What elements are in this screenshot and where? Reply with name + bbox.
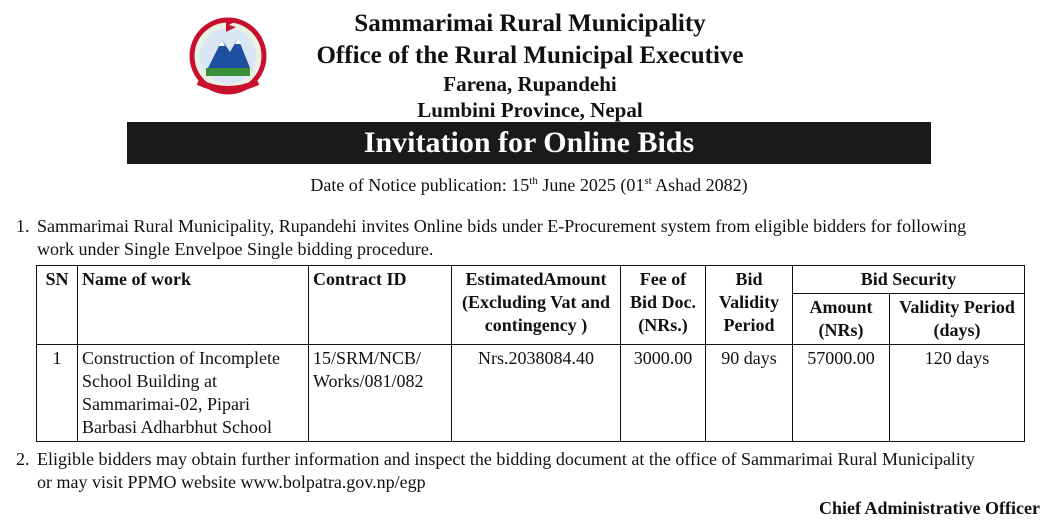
date-sup-st: st <box>644 175 652 187</box>
bid-table <box>36 265 1025 442</box>
date-sup-th: th <box>529 175 538 187</box>
cell-validity: 90 days <box>706 345 793 442</box>
header-amount: Amount (NRs) <box>793 294 890 345</box>
municipality-name: Sammarimai Rural Municipality <box>354 10 706 37</box>
table-row <box>37 345 1025 442</box>
province-line: Lumbini Province, Nepal <box>417 98 643 122</box>
paragraph-2-number: 2. <box>16 449 30 469</box>
header-fee: Fee of Bid Doc. (NRs.) <box>621 266 706 345</box>
signature-title: Chief Administrative Officer <box>819 498 1040 518</box>
header-security: Bid Security <box>793 266 1025 294</box>
header-estimated: EstimatedAmount (Excluding Vat and contingency ) <box>452 266 621 345</box>
cell-estimated: Nrs.2038084.40 <box>452 345 621 442</box>
cell-amount: 57000.00 <box>793 345 890 442</box>
header-contract: Contract ID <box>309 266 452 345</box>
paragraph-1-number: 1. <box>16 216 30 236</box>
header-validity: Bid Validity Period <box>706 266 793 345</box>
cell-name: Construction of Incomplete School Building at Sammarimai-02, Pipari Barbasi Adharbhut School <box>78 345 309 442</box>
cell-sec-validity: 120 days <box>890 345 1025 442</box>
paragraph-2 <box>16 448 1046 494</box>
notice-title: Invitation for Online Bids <box>127 122 931 164</box>
paragraph-2-line-1: Eligible bidders may obtain further information and inspect the bidding document at the office of Sammarimai Rural Municipality <box>37 449 975 469</box>
paragraph-1-line-1: Sammarimai Rural Municipality, Rupandehi invites Online bids under E-Procurement system from eligible bidders for following <box>37 216 967 236</box>
date-mid: June 2025 (01 <box>537 175 645 195</box>
cell-sn: 1 <box>37 345 78 442</box>
paragraph-2-line-2: or may visit PPMO website www.bolpatra.gov.np/egp <box>37 472 426 492</box>
cell-fee: 3000.00 <box>621 345 706 442</box>
address-line: Farena, Rupandehi <box>443 72 617 96</box>
date-suffix: Ashad 2082) <box>651 175 748 195</box>
paragraph-1-line-2: work under Single Envelpoe Single bidding procedure. <box>37 239 434 259</box>
paragraph-1 <box>16 215 1046 261</box>
publication-date <box>0 175 1058 196</box>
nepal-emblem-icon <box>186 12 270 96</box>
table-header-row <box>37 266 1025 294</box>
header-name: Name of work <box>78 266 309 345</box>
date-prefix: Date of Notice publication: 15 <box>310 175 530 195</box>
cell-contract: 15/SRM/NCB/ Works/081/082 <box>309 345 452 442</box>
header-sec-validity: Validity Period (days) <box>890 294 1025 345</box>
office-name: Office of the Rural Municipal Executive <box>316 42 744 69</box>
header-sn: SN <box>37 266 78 345</box>
